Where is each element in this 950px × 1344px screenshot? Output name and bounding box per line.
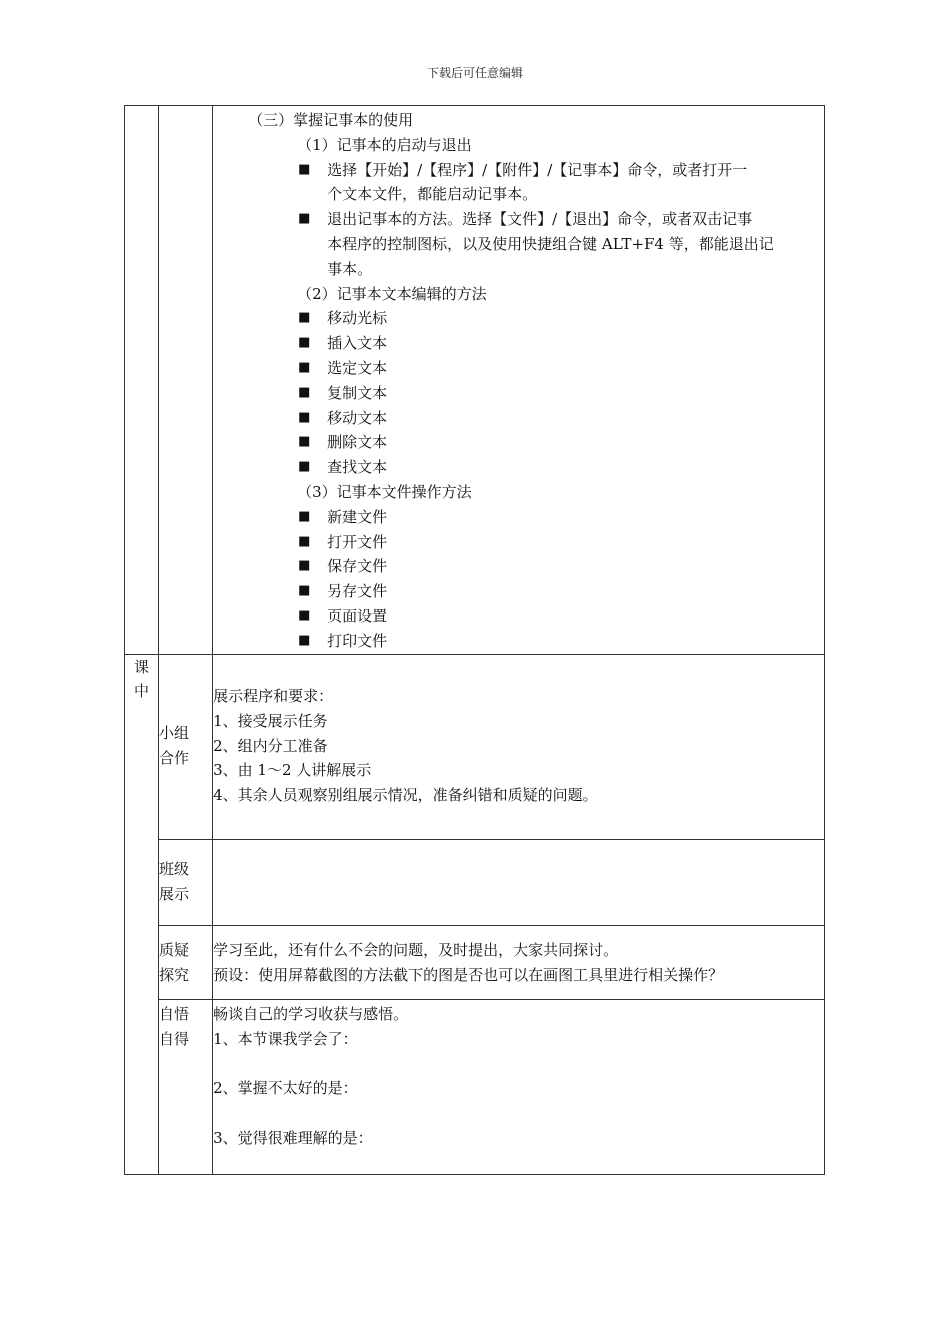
reflection-label-1: 自悟	[159, 1005, 190, 1023]
inquiry-label-2: 探究	[159, 965, 190, 984]
bullet-item	[213, 356, 824, 381]
group-work-label	[159, 655, 213, 840]
bullet-text: 移动光标	[327, 309, 388, 328]
class-show-label-2: 展示	[159, 884, 190, 903]
group-work-line: 3、由 1～2 人讲解展示	[213, 761, 372, 780]
group-work-line: 1、接受展示任务	[213, 711, 328, 730]
bullet-square-icon: ■	[298, 359, 311, 375]
bullet-text: 复制文本	[327, 383, 388, 402]
group-work-line: 展示程序和要求：	[213, 687, 334, 705]
inquiry-label	[159, 926, 213, 1000]
inquiry-label-1: 质疑	[159, 941, 190, 959]
bullet-item	[213, 158, 824, 208]
inquiry-line: 预设：使用屏幕截图的方法截下的图是否也可以在画图工具里进行相关操作？	[213, 965, 724, 984]
bullet-square-icon: ■	[298, 409, 311, 425]
bullet-square-icon: ■	[298, 310, 311, 326]
course-char-2: 中	[134, 682, 150, 700]
bullet-item	[213, 505, 824, 530]
group-work-label-2: 合作	[159, 748, 190, 767]
bullet-item	[213, 455, 824, 480]
empty-label-cell	[159, 106, 213, 655]
bullet-text: 退出记事本的方法。选择【文件】/【退出】命令，或者双击记事	[327, 210, 753, 229]
section-title: （三）掌握记事本的使用	[248, 111, 414, 129]
inquiry-row	[125, 926, 825, 1000]
bullet-text: 另存文件	[327, 582, 388, 601]
bullet-text: 个文本文件，都能启动记事本。	[327, 185, 538, 204]
bullet-square-icon: ■	[298, 632, 311, 648]
course-char-1: 课	[134, 658, 150, 676]
bullet-text: 页面设置	[327, 606, 388, 625]
inquiry-line: 学习至此，还有什么不会的问题，及时提出，大家共同探讨。	[213, 941, 619, 959]
group-title: （1）记事本的启动与退出	[297, 135, 472, 154]
reflection-question-2: 2、掌握不太好的是：	[213, 1079, 358, 1098]
reflection-row	[125, 1000, 825, 1175]
page-header: 下载后可任意编辑	[426, 66, 523, 80]
bullet-text: 删除文本	[327, 433, 388, 452]
bullet-square-icon: ■	[298, 434, 311, 450]
bullet-text: 打印文件	[327, 631, 388, 650]
reflection-content	[213, 1000, 825, 1175]
class-show-content	[213, 840, 825, 926]
bullet-text: 新建文件	[327, 507, 388, 526]
empty-course-cell	[125, 106, 159, 655]
notepad-row	[125, 106, 825, 655]
group-work-line: 4、其余人员观察别组展示情况，准备纠错和质疑的问题。	[213, 786, 598, 805]
bullet-text: 查找文本	[327, 458, 388, 477]
bullet-item	[213, 530, 824, 555]
bullet-text: 插入文本	[327, 334, 388, 353]
bullet-square-icon: ■	[298, 335, 311, 351]
bullet-item	[213, 331, 824, 356]
bullet-text: 事本。	[327, 259, 373, 278]
bullet-square-icon: ■	[298, 558, 311, 574]
bullet-text: 选择【开始】/【程序】/【附件】/【记事本】命令，或者打开一	[327, 160, 748, 179]
bullet-text: 保存文件	[327, 557, 388, 576]
reflection-label	[159, 1000, 213, 1175]
reflection-question-3: 3、觉得很难理解的是：	[213, 1128, 373, 1147]
reflection-intro: 畅谈自己的学习收获与感悟。	[213, 1005, 409, 1023]
notepad-content	[213, 106, 825, 655]
bullet-square-icon: ■	[298, 533, 311, 549]
bullet-item	[213, 629, 824, 654]
group-title: （3）记事本文件操作方法	[297, 482, 472, 501]
reflection-question-1: 1、本节课我学会了：	[213, 1029, 358, 1048]
bullet-item	[213, 554, 824, 579]
bullet-text: 移动文本	[327, 408, 388, 427]
group-work-row	[125, 655, 825, 840]
bullet-square-icon: ■	[298, 384, 311, 400]
group-work-content	[213, 655, 825, 840]
lesson-table	[124, 105, 825, 1175]
bullet-item	[213, 604, 824, 629]
bullet-square-icon: ■	[298, 583, 311, 599]
bullet-text: 本程序的控制图标，以及使用快捷组合键 ALT+F4 等，都能退出记	[327, 234, 774, 253]
class-show-row	[125, 840, 825, 926]
bullet-square-icon: ■	[298, 508, 311, 524]
bullet-item	[213, 579, 824, 604]
bullet-item	[213, 406, 824, 431]
group-work-label-1: 小组	[159, 724, 190, 742]
notepad-groups	[213, 133, 824, 654]
bullet-square-icon: ■	[298, 607, 311, 623]
class-show-label	[159, 840, 213, 926]
bullet-item	[213, 306, 824, 331]
bullet-square-icon: ■	[298, 161, 311, 177]
bullet-text: 打开文件	[327, 532, 388, 551]
class-show-label-1: 班级	[159, 860, 190, 878]
bullet-item	[213, 430, 824, 455]
course-phase-label	[125, 655, 159, 1175]
bullet-item	[213, 207, 824, 281]
inquiry-content	[213, 926, 825, 1000]
group-title: （2）记事本文本编辑的方法	[297, 284, 487, 303]
bullet-item	[213, 381, 824, 406]
group-work-line: 2、组内分工准备	[213, 736, 328, 755]
bullet-text: 选定文本	[327, 358, 388, 377]
reflection-label-2: 自得	[159, 1029, 190, 1048]
bullet-square-icon: ■	[298, 459, 311, 475]
bullet-square-icon: ■	[298, 211, 311, 227]
